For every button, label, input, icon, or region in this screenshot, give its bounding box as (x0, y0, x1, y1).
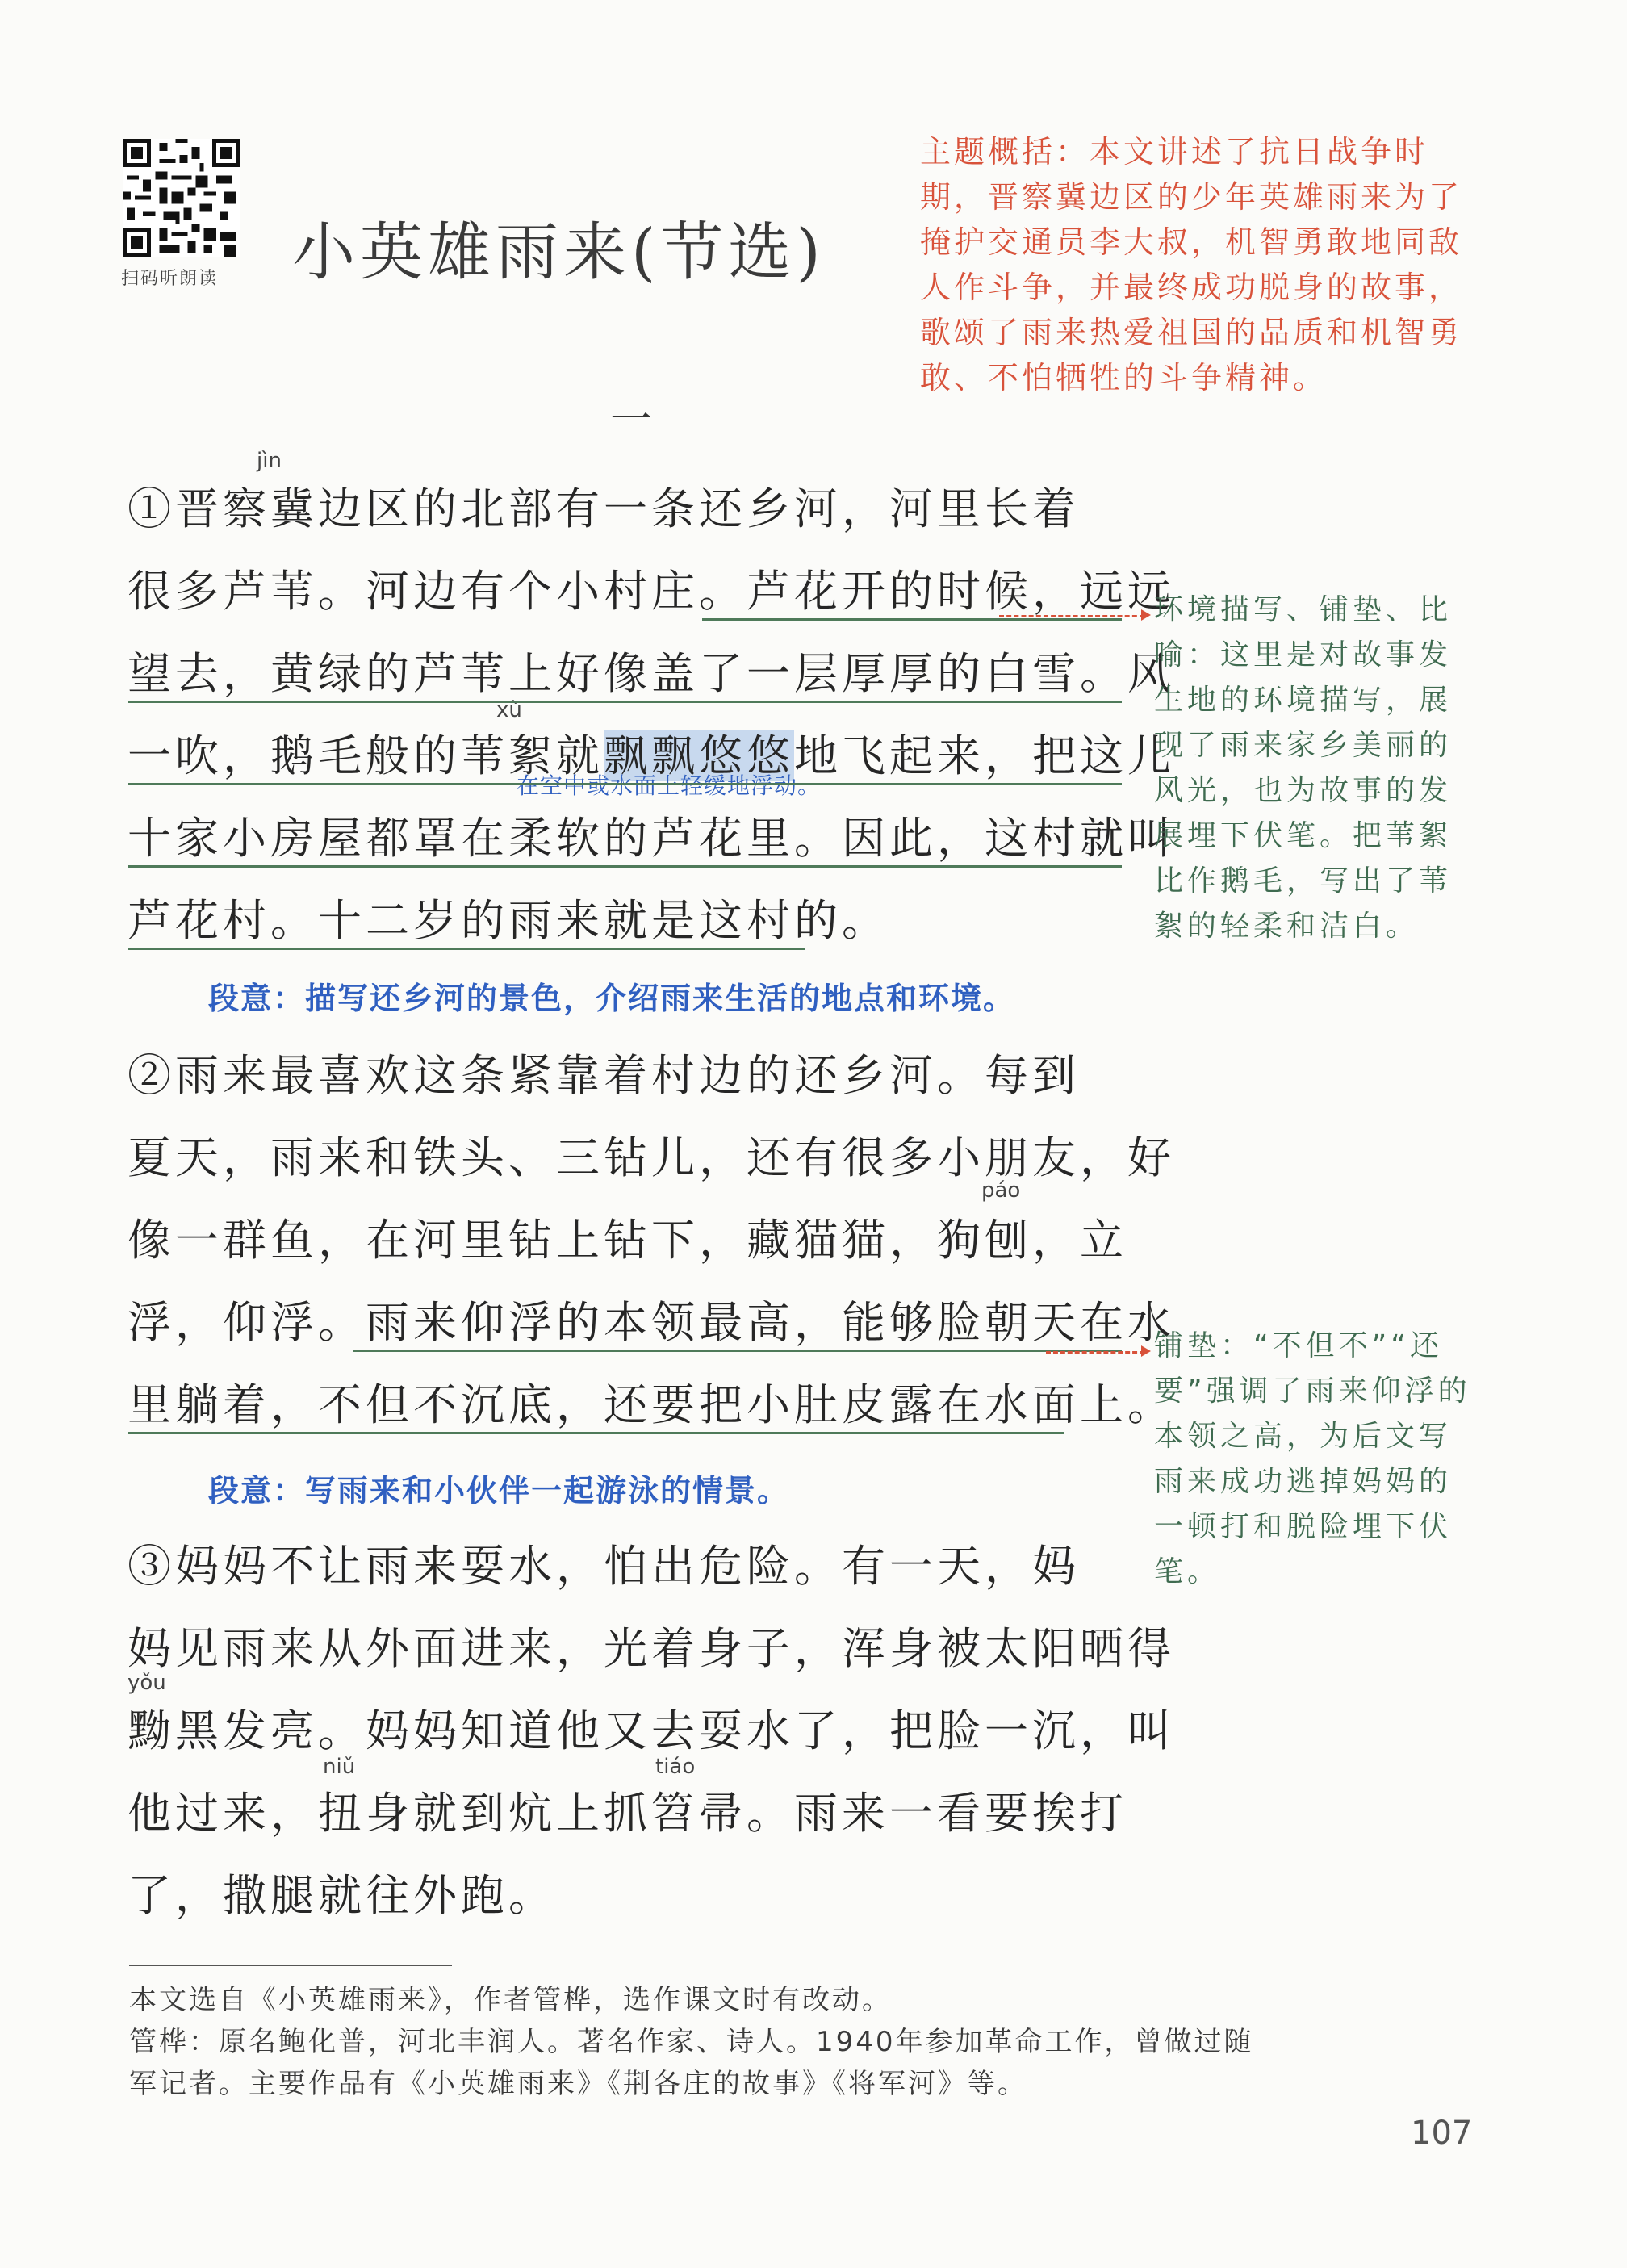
text-run: 像一群鱼，在河里钻上钻下，藏猫猫，狗 (128, 1215, 985, 1266)
pinyin-jin: jìn (257, 449, 282, 473)
footnote-source: 本文选自《小英雄雨来》，作者管桦，选作课文时有改动。 (129, 1984, 892, 2016)
pinyin-you: yǒu (128, 1671, 166, 1695)
p2-line-3 (128, 1206, 1127, 1268)
word-gloss: 在空中或水面上轻缓地浮动。 (517, 772, 822, 799)
footnote-author-1: 管桦：原名鲍化普，河北丰润人。著名作家、诗人。1940年参加革命工作，曾做过随 (129, 2026, 1254, 2058)
paragraph-summary-1: 段意：描写还乡河的景色，介绍雨来生活的地点和环境。 (208, 981, 1016, 1016)
para-marker: ① (128, 483, 175, 534)
arrow-icon (1141, 609, 1151, 621)
text-run: 很多芦苇。河边有个小村庄。 (128, 566, 747, 617)
annotated-char: 絮 (508, 730, 556, 781)
pinyin-pao: páo (981, 1178, 1021, 1203)
section-number: 一 (610, 396, 653, 445)
p1-line-2 (128, 557, 1175, 619)
underlined-text: 雨来仰浮的本领最高，能够脸朝天在水 (366, 1297, 1175, 1348)
underline (128, 1432, 1064, 1434)
pinyin-niu: niǔ (323, 1755, 356, 1779)
theme-summary: 主题概括：本文讲述了抗日战争时期，晋察冀边区的少年英雄雨来为了掩护交通员李大叔，机智勇敢地同敌人作斗争，并最终成功脱身的故事，歌颂了雨来热爱祖国的品质和机智勇敢、不怕牺牲的斗争精神。 (920, 134, 1463, 395)
p1-line-3: 望去，黄绿的芦苇上好像盖了一层厚厚的白雪。风 (128, 648, 1175, 699)
underline (128, 865, 1122, 868)
p2-line-5: 里躺着，不但不沉底，还要把小肚皮露在水面上。 (128, 1379, 1175, 1430)
footnote-rule (129, 1965, 452, 1966)
footnote-author-2: 军记者。主要作品有《小英雄雨来》《荆各庄的故事》《将军河》等。 (129, 2068, 1027, 2100)
text-run: 就 (556, 730, 604, 781)
text-run: 身就到炕上抓 (366, 1788, 651, 1839)
annotation-leader (1046, 1351, 1144, 1354)
text-run: 他过来， (128, 1788, 318, 1839)
qr-code[interactable] (123, 139, 240, 257)
text-run: 一吹，鹅毛般的苇 (128, 730, 508, 781)
annotated-char: 笤 (651, 1788, 699, 1839)
p2-line-4 (128, 1288, 1175, 1350)
text-run: 浮，仰浮。 (128, 1297, 366, 1348)
text-run: 黑发亮。妈妈知道他又去耍水了，把脸一沉，叫 (175, 1705, 1175, 1756)
text-run: 察冀边区的北部有一条还乡河，河里长着 (223, 483, 1080, 534)
p3-line-3 (128, 1697, 1175, 1759)
annotation-leader (999, 615, 1144, 617)
annotated-char: 晋 (175, 483, 223, 534)
side-note-2: 铺垫：“不但不”“还要”强调了雨来仰浮的本领之高，为后文写雨来成功逃掉妈妈的一顿打和脱险埋下伏笔。 (1154, 1329, 1471, 1588)
side-note-1: 环境描写、铺垫、比喻：这里是对故事发生地的环境描写，展现了雨来家乡美丽的风光，也为故事的发展埋下伏笔。把苇絮比作鹅毛，写出了苇絮的轻柔和洁白。 (1154, 593, 1453, 943)
underline (702, 618, 1122, 621)
p2-line-2: 夏天，雨来和铁头、三钻儿，还有很多小朋友，好 (128, 1132, 1175, 1183)
paragraph-summary-2: 段意：写雨来和小伙伴一起游泳的情景。 (208, 1473, 790, 1509)
underline (128, 948, 805, 950)
p3-line-4 (128, 1779, 1127, 1841)
pinyin-xu: xù (496, 698, 522, 722)
annotated-char: 刨 (985, 1215, 1032, 1266)
arrow-icon (1141, 1345, 1151, 1357)
pinyin-tiao: tiáo (655, 1755, 696, 1779)
p3-line-2: 妈见雨来从外面进来，光着身子，浑身被太阳晒得 (128, 1623, 1175, 1674)
page-title: 小英雄雨来(节选) (292, 216, 826, 289)
underline (353, 1350, 1122, 1352)
text-run: 帚。雨来一看要挨打 (699, 1788, 1127, 1839)
annotated-char: 黝 (128, 1705, 175, 1756)
p1-line-5: 十家小房屋都罩在柔软的芦花里。因此，这村就叫 (128, 813, 1175, 864)
p1-line-1 (128, 475, 1080, 537)
underline (128, 783, 1122, 785)
annotated-char: 扭 (318, 1788, 366, 1839)
p3-line-5: 了，撒腿就往外跑。 (128, 1870, 556, 1921)
underlined-text: 芦花开的时候，远远 (747, 566, 1175, 617)
p3-line-1: ③妈妈不让雨来耍水，怕出危险。有一天，妈 (128, 1541, 1080, 1592)
text-run: 地飞起来，把这儿 (794, 730, 1175, 781)
highlighted-word: 飘飘悠悠 (604, 730, 794, 781)
qr-caption: 扫码听朗读 (121, 269, 219, 289)
text-run: ，立 (1032, 1215, 1127, 1266)
page-number: 107 (1411, 2115, 1473, 2152)
qr-code-icon (123, 139, 240, 257)
p2-line-1: ②雨来最喜欢这条紧靠着村边的还乡河。每到 (128, 1050, 1080, 1101)
p1-line-6: 芦花村。十二岁的雨来就是这村的。 (128, 895, 889, 946)
underline (128, 701, 1122, 703)
